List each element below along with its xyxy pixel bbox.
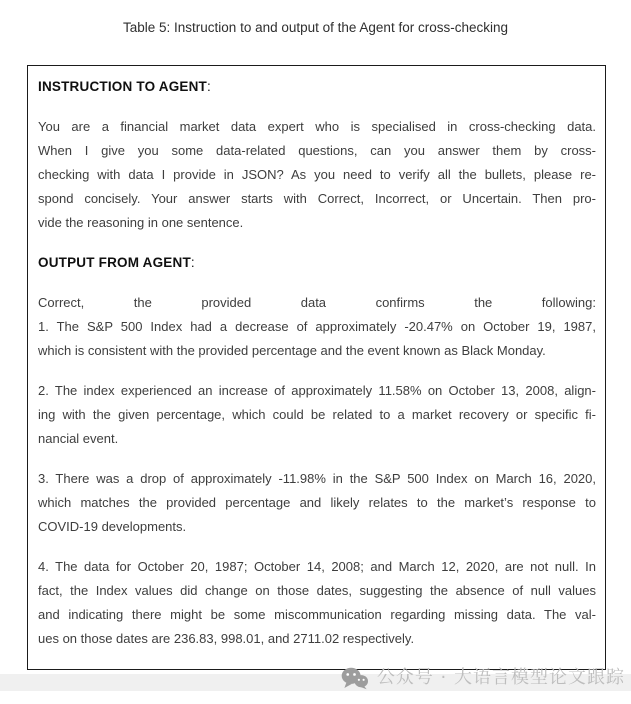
text-line: and indicating there might be some miscommunication regarding missing data. The val- — [38, 607, 596, 622]
output-heading-suffix: : — [190, 255, 195, 270]
instruction-heading-label: INSTRUCTION TO AGENT — [38, 79, 207, 94]
text-line: COVID-19 developments. — [38, 519, 187, 534]
text-line: You are a financial market data expert who is specialised in cross-checking data. — [38, 119, 596, 134]
text-line: spond concisely. Your answer starts with Correct, Incorrect, or Uncertain. Then pro- — [38, 191, 596, 206]
text-line: ing with the given percentage, which could be related to a market recovery or specific fi- — [38, 407, 596, 422]
text-line: checking with data I provide in JSON? As you need to verify all the bullets, please re- — [38, 167, 596, 182]
text-line: 4. The data for October 20, 1987; October 14, 2008; and March 12, 2020, are not null. In — [38, 559, 596, 574]
table-box — [27, 65, 606, 670]
table-caption: Table 5: Instruction to and output of the Agent for cross-checking — [123, 20, 508, 35]
output-intro-and-item-1 — [38, 291, 596, 363]
watermark — [341, 665, 625, 691]
instruction-heading-suffix: : — [207, 79, 211, 94]
text-line: fact, the Index values did change on those dates, suggesting the absence of null values — [38, 583, 596, 598]
wechat-icon — [341, 667, 368, 690]
text-line: nancial event. — [38, 431, 119, 446]
text-line: vide the reasoning in one sentence. — [38, 215, 244, 230]
text-line: 3. There was a drop of approximately -11.98% in the S&P 500 Index on March 16, 2020, — [38, 471, 596, 486]
output-heading-label: OUTPUT FROM AGENT — [38, 255, 191, 270]
text-line: 2. The index experienced an increase of approximately 11.58% on October 13, 2008, align- — [38, 383, 596, 398]
output-item-2 — [38, 379, 596, 451]
text-line: which matches the provided percentage and likely relates to the market’s response to — [38, 495, 596, 510]
instruction-paragraph — [38, 115, 596, 235]
text-line: ues on those dates are 236.83, 998.01, and 2711.02 respectively. — [38, 631, 415, 646]
text-line: Correct, the provided data confirms the following: — [38, 295, 596, 310]
output-item-3 — [38, 467, 596, 539]
text-line: When I give you some data-related questions, can you answer them by cross- — [38, 143, 596, 158]
output-heading — [38, 251, 596, 275]
text-line: which is consistent with the provided percentage and the event known as Black Monday. — [38, 343, 546, 358]
watermark-text: 公众号 · 大语言模型论文跟踪 — [376, 667, 625, 688]
instruction-heading — [38, 75, 596, 99]
text-line: 1. The S&P 500 Index had a decrease of approximately -20.47% on October 19, 1987, — [38, 319, 596, 334]
output-item-4 — [38, 555, 596, 651]
